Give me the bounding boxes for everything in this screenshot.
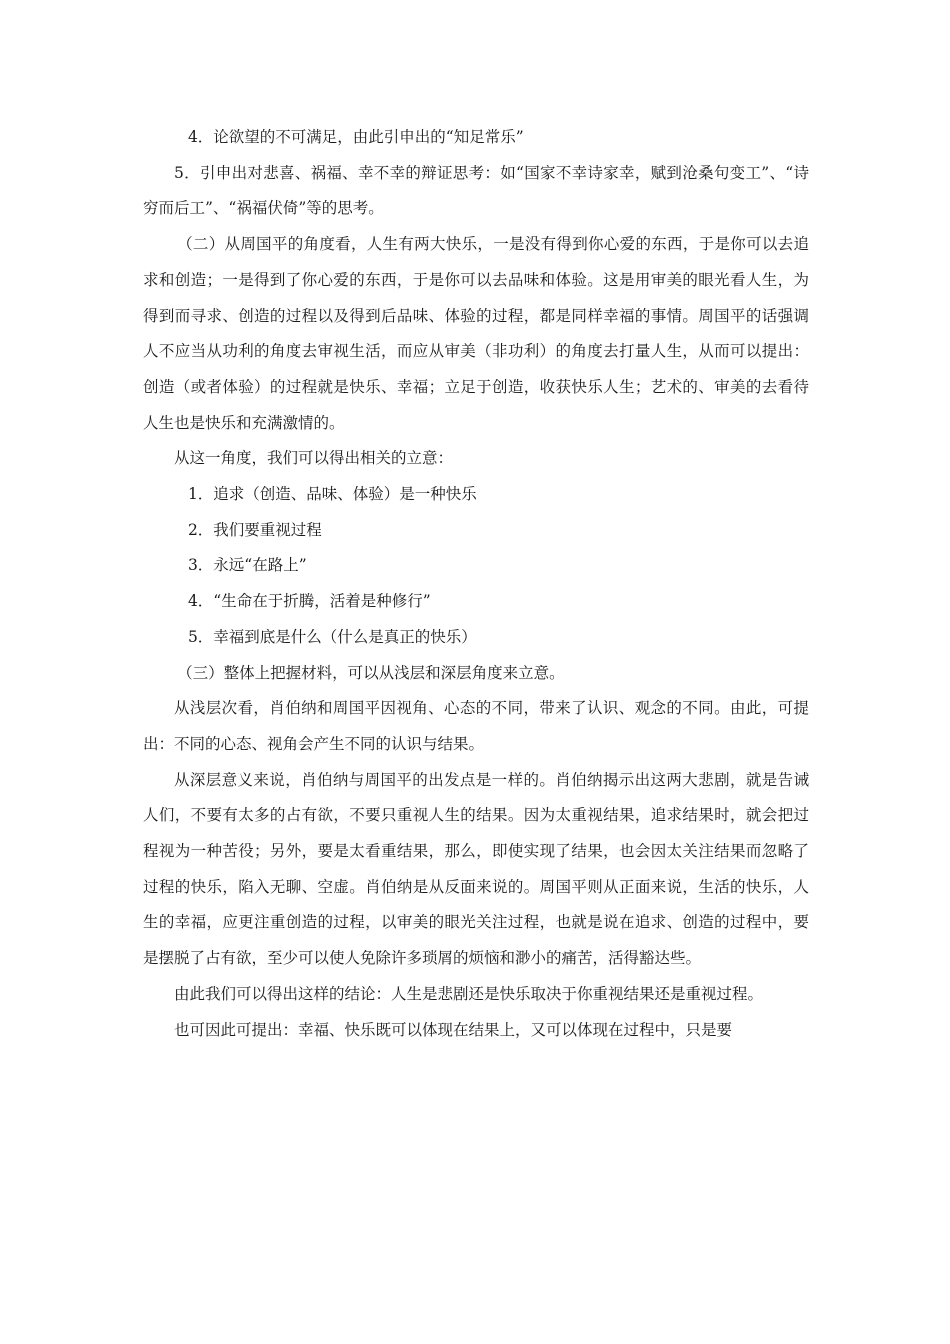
list-item-happiness: 5．幸福到底是什么（什么是真正的快乐）: [187, 627, 477, 646]
list-item-pursuit: 1．追求（创造、品味、体验）是一种快乐: [187, 485, 477, 504]
paragraph-dialectic: 5．引申出对悲喜、祸福、幸不幸的辩证思考：如“国家不幸诗家幸，赋到沧桑句变工”、“诗穷而后工”、“祸福伏倚”等的思考。: [143, 163, 809, 218]
list-item-on-the-road: 3．永远“在路上”: [187, 556, 307, 575]
list-item-life: 4．“生命在于折腾，活着是种修行”: [187, 592, 431, 611]
paragraph-shallow-level: 从浅层次看，肖伯纳和周国平因视角、心态的不同，带来了认识、观念的不同。由此，可提出：不同的心态、视角会产生不同的认识与结果。: [143, 699, 809, 753]
paragraph-intro-ideas: 从这一角度，我们可以得出相关的立意：: [174, 449, 454, 468]
section-two-paragraph: （二）从周国平的角度看，人生有两大快乐，一是没有得到你心爱的东西，于是你可以去追求和创造；一是得到了你心爱的东西，于是你可以去品味和体验。这是用审美的眼光看人生，为得到而寻求、创造的过程以及得到后品味、体验的过程，都是同样幸福的事情。周国平的话强调人不应当从功利的角度去审视生活，而应从审美（非功利）的角度去打量人生，从而可以提出：创造（或者体验）的过程就是快乐、幸福；立足于创造，收获快乐人生；艺术的、审美的去看待人生也是快乐和充满激情的。: [143, 235, 809, 432]
section-three-heading: （三）整体上把握材料，可以从浅层和深层角度来立意。: [177, 663, 565, 682]
paragraph-deep-level: 从深层意义来说，肖伯纳与周国平的出发点是一样的。肖伯纳揭示出这两大悲剧，就是告诫人们，不要有太多的占有欲，不要只重视人生的结果。因为太重视结果，追求结果时，就会把过程视为一种苦役；另外，要是太看重结果，那么，即使实现了结果，也会因太关注结果而忽略了过程的快乐，陷入无聊、空虚。肖伯纳是从反面来说的。周国平则从正面来说，生活的快乐，人生的幸福，应更注重创造的过程，以审美的眼光关注过程，也就是说在追求、创造的过程中，要是摆脱了占有欲，至少可以使人免除许多琐屑的烦恼和渺小的痛苦，活得豁达些。: [143, 770, 809, 968]
paragraph-final: 也可因此可提出：幸福、快乐既可以体现在结果上，又可以体现在过程中，只是要: [174, 1020, 733, 1039]
paragraph-conclusion: 由此我们可以得出这样的结论：人生是悲剧还是快乐取决于你重视结果还是重视过程。: [174, 984, 764, 1003]
document-body: [143, 120, 809, 1048]
list-item-desire: 4．论欲望的不可满足，由此引申出的“知足常乐”: [187, 128, 524, 146]
list-item-process: 2．我们要重视过程: [187, 520, 322, 539]
